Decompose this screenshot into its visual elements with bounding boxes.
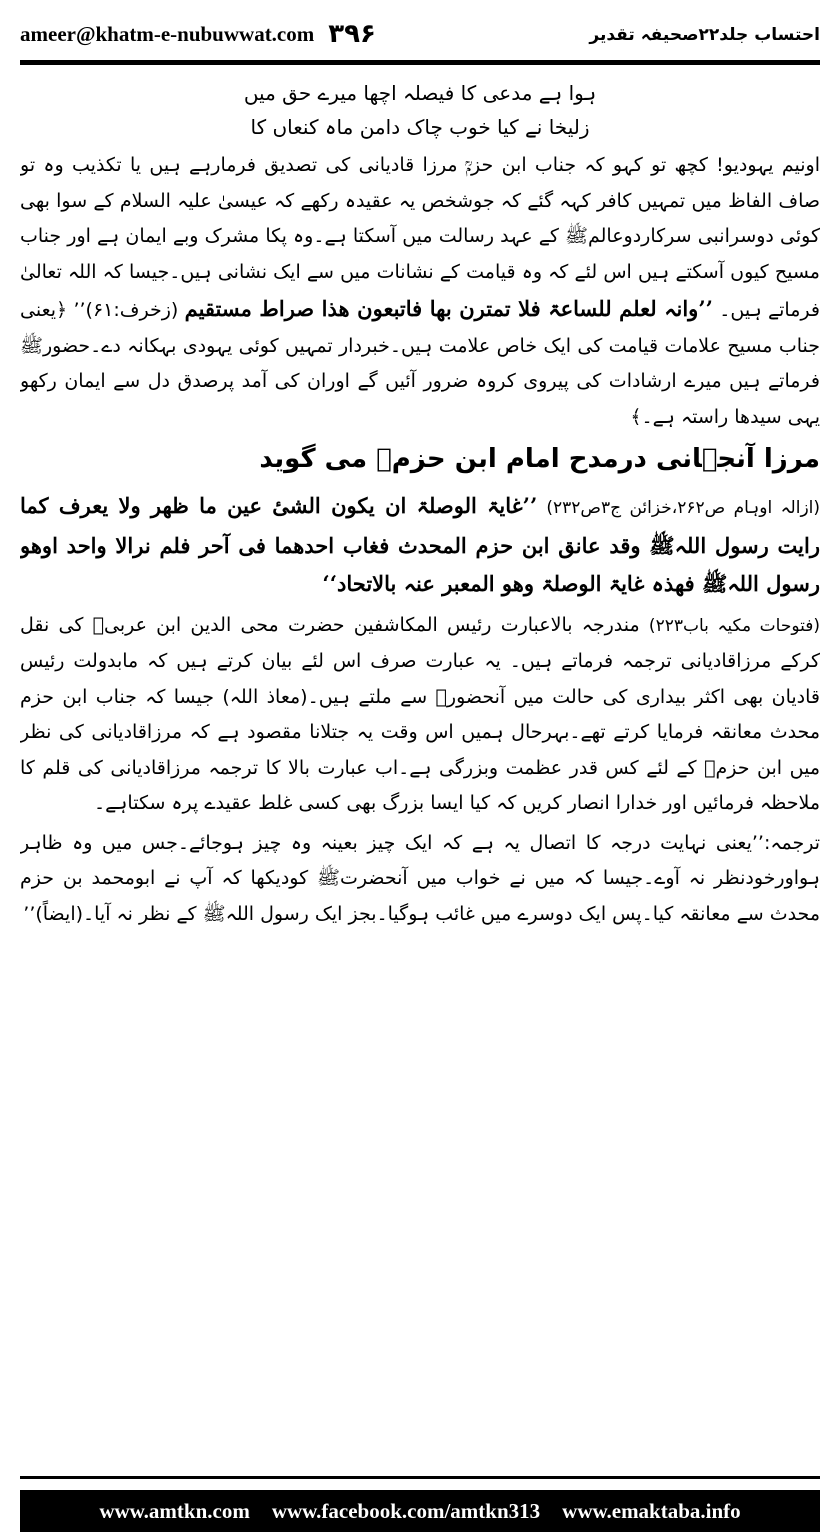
poem-line-2: زلیخا نے کیا خوب چاک دامن ماہ کنعاں کا <box>250 115 590 139</box>
reference-futuhat: (فتوحات مکیہ باب۲۲۳) <box>648 615 820 636</box>
header-rule <box>20 60 820 65</box>
book-title: احتساب جلد۲۲صحیفہ تقدیر <box>589 24 820 45</box>
reference-izala: (ازالہ اوہام ص۲۶۲،خزائن ج۳ص۲۳۲) <box>546 498 820 518</box>
paragraph-1 <box>20 148 820 435</box>
poem-line-1: ہوا ہے مدعی کا فیصلہ اچھا میرے حق میں <box>243 81 597 105</box>
paragraph-3 <box>20 608 820 822</box>
page-footer <box>20 1490 820 1532</box>
page-number: ۳۹۶ <box>328 19 376 49</box>
footer-link-amtkn[interactable]: www.amtkn.com <box>99 1498 250 1523</box>
quran-reference: (زخرف:۶۱)’’ <box>73 299 179 321</box>
footer-rule <box>20 1476 820 1479</box>
page-header <box>20 14 820 54</box>
arabic-quote: ’’غایۃ الوصلۃ ان یکون الشیٔ عین ما ظھر ولا یعرف کما رایت رسول اللہﷺ وقد عانق ابن حزم المحدث فغاب احدھما فی آحر فلم نرالا واحد اوھو رسول اللہﷺ فھذہ غایۃ الوصلۃ وھو المعبر عنہ بالاتحاد‘‘ <box>20 493 820 596</box>
page-content <box>20 76 820 1464</box>
section-heading: مرزا آنجہانی درمدح امام ابن حزمؒ می گوید <box>259 444 820 474</box>
header-left <box>20 19 376 49</box>
paragraph-2-text: ﴿یعنی جناب مسیح علامات قیامت کی ایک خاص علامت ہیں۔خبردار تمہیں کوئی یہودی بہکانہ دے۔حضورﷺ فرماتے ہیں میرے ارشادات کی پیروی کروہ ضرور آئیں گے اوران کی آمد پرصدق دل سے ایمان رکھو یہی سیدھا راستہ ہے۔﴾ <box>20 299 820 428</box>
paragraph-1-text: اونیم یہودیو! کچھ تو کہو کہ جناب ابن حزمؒ مرزا قادیانی کی تصدیق فرمارہے ہیں یا تکذیب وہ تو صاف الفاظ میں تمہیں کافر کہہ گئے کہ جوشخص یہ عقیدہ رکھے کہ عیسیٰ علیہ السلام کے سوا بھی کوئی دوسرانبی سرکاردوعالمﷺ کے عہد رسالت میں آسکتا ہے۔وہ پکا مشرک وبے ایمان ہے اور جناب مسیح کیوں آسکتے ہیں اس لئے کہ وہ قیامت کے نشانات میں سے ایک نشانی ہیں۔جیسا کہ اللہ تعالیٰ فرماتے ہیں۔ <box>20 154 820 321</box>
quran-verse: ’’وانہ لعلم للساعۃ فلا تمترن بھا فاتبعون ھذا صراط مستقیم <box>184 296 713 321</box>
footer-link-facebook[interactable]: www.facebook.com/amtkn313 <box>271 1498 541 1523</box>
poem <box>20 76 820 144</box>
footer-link-emaktaba[interactable]: www.emaktaba.info <box>562 1498 741 1523</box>
paragraph-3-text: مندرجہ بالاعبارت رئیس المکاشفین حضرت محی الدین ابن عربیؒ کی نقل کرکے مرزاقادیانی ترجمہ فرماتے ہیں۔ یہ عبارت صرف اس لئے بیان کرتے ہیں کہ مابدولت رئیس قادیان بھی اکثر بیداری کی حالت میں آنحضورﷺ سے ملتے ہیں۔(معاذ اللہ) جیسا کہ جناب ابن حزم محدث معانقہ فرمایا کرتے تھے۔بہرحال ہمیں اس وقت یہ جتلانا مقصود ہے کہ مرزاقادیانی کی نظر میں ابن حزمؒ کے لئے کس قدر عظمت وبزرگی ہے۔اب عبارت بالا کا ترجمہ مرزاقادیانی کی قلم کا ملاحظہ فرمائیں اور خدارا انصار کریں کہ کیا ایسا بزرگ بھی کسی غلط عقیدے پرہ سکتاہے۔ <box>20 613 820 814</box>
header-email: ameer@khatm-e-nubuwwat.com <box>20 21 315 46</box>
paragraph-4: ترجمہ:’’یعنی نہایت درجہ کا اتصال یہ ہے کہ ایک چیز بعینہ وہ چیز ہوجائے۔جس میں وہ ظاہر ہواورخودنظر نہ آوے۔جیسا کہ میں نے خواب میں آنحضرتﷺ کودیکھا کہ آپ نے ابومحمد بن حزم محدث سے معانقہ کیا۔پس ایک دوسرے میں غائب ہوگیا۔بجز ایک رسول اللہﷺ کے نظر نہ آیا۔(ایضاً)’’ <box>20 831 820 925</box>
arabic-quote-block <box>20 487 820 604</box>
